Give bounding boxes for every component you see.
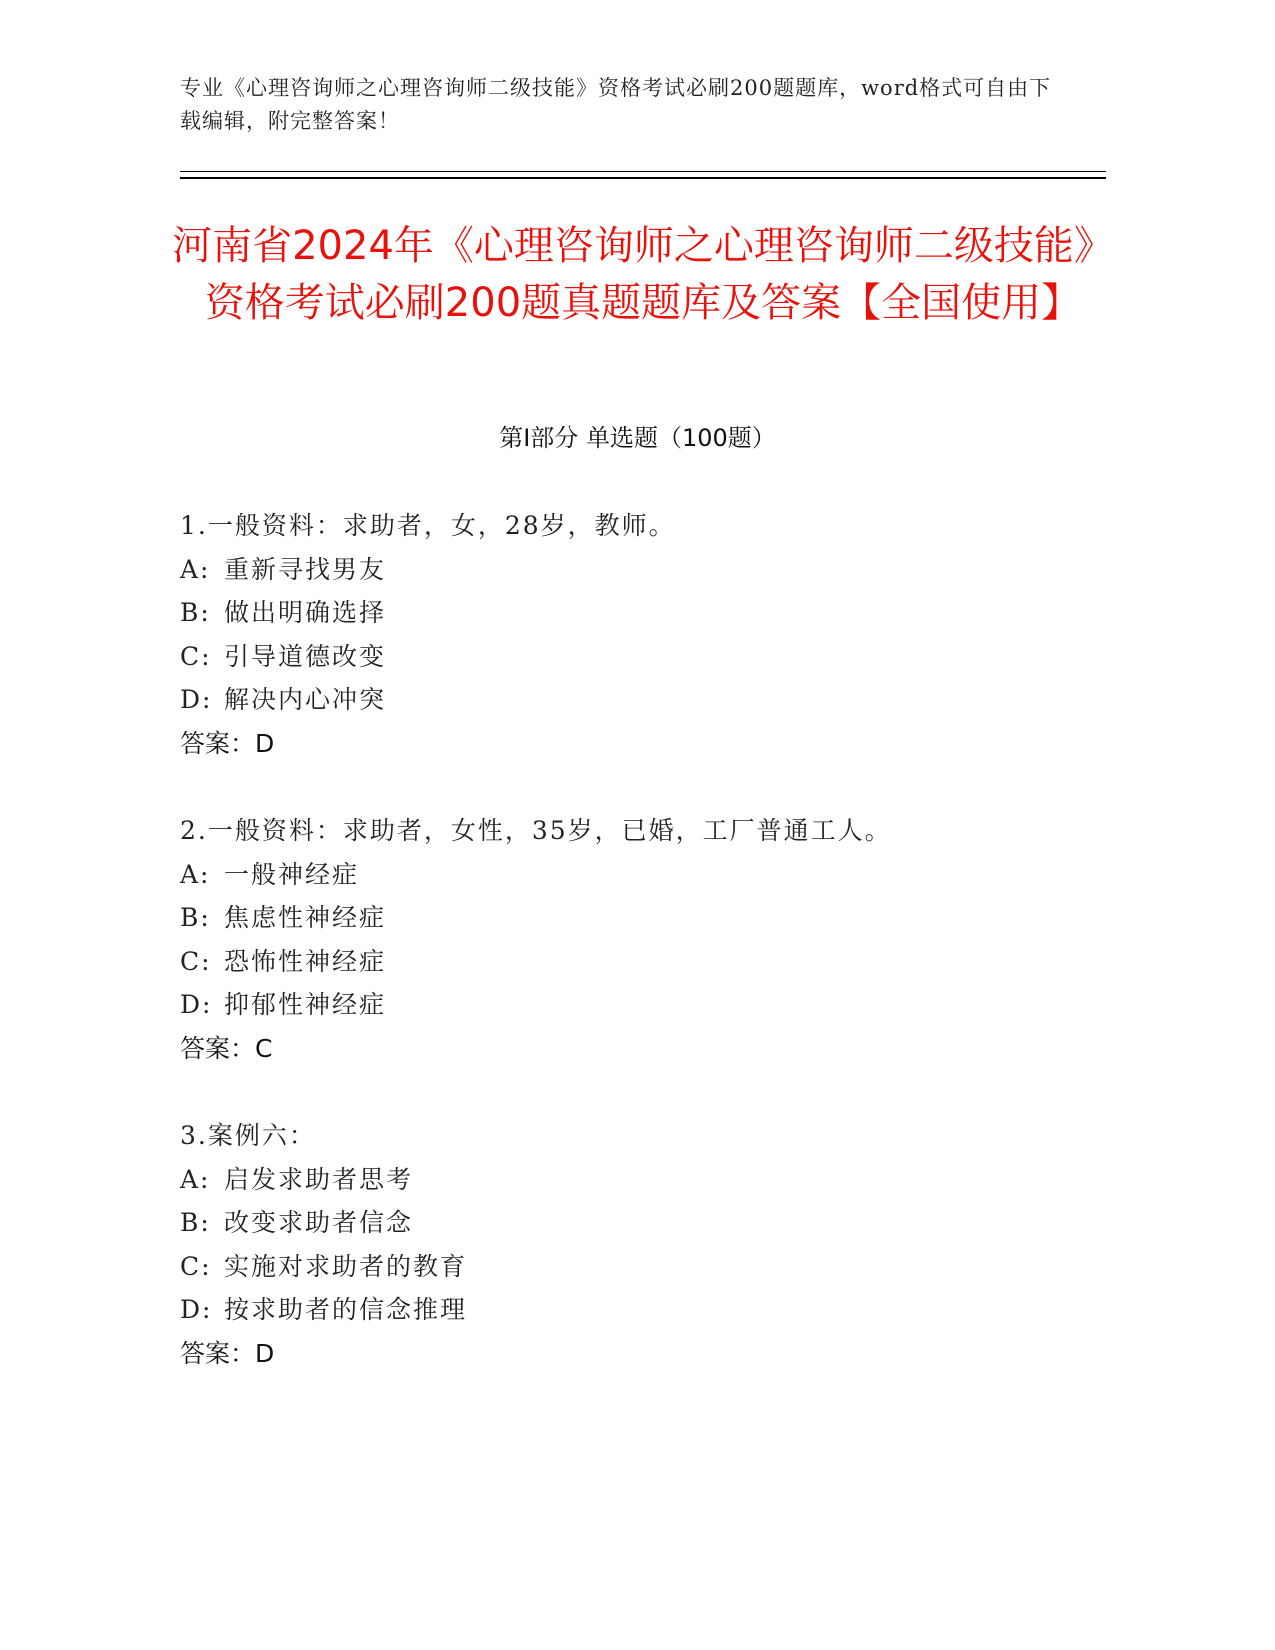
option-c xyxy=(180,940,1080,984)
option-c xyxy=(180,1245,1080,1289)
header-divider-thin xyxy=(180,171,1106,172)
option-text: 焦虑性神经症 xyxy=(224,903,387,932)
option-text: 按求助者的信念推理 xyxy=(224,1295,468,1324)
option-text: 启发求助者思考 xyxy=(224,1164,414,1194)
option-letter: B: xyxy=(180,598,211,627)
answer-line: 答案：C xyxy=(180,1033,273,1063)
option-text: 实施对求助者的教育 xyxy=(224,1251,468,1281)
option-text: 改变求助者信念 xyxy=(224,1208,414,1237)
option-letter: A: xyxy=(180,554,211,584)
option-letter: B: xyxy=(180,1208,211,1237)
option-text: 恐怖性神经症 xyxy=(224,946,387,976)
option-letter: A: xyxy=(180,859,211,889)
question-2 xyxy=(180,809,1080,1070)
option-text: 一般神经症 xyxy=(224,859,360,889)
header-divider-thick xyxy=(180,177,1106,179)
option-letter: B: xyxy=(180,903,211,932)
option-a xyxy=(180,548,1080,592)
question-stem: 3.案例六： xyxy=(180,1121,316,1150)
option-d xyxy=(180,983,1080,1027)
option-letter: D: xyxy=(180,685,213,714)
option-letter: D: xyxy=(180,1295,213,1324)
answer-line: 答案：D xyxy=(180,728,275,758)
option-b xyxy=(180,1201,1080,1245)
answer-line: 答案：D xyxy=(180,1338,275,1368)
option-letter: A: xyxy=(180,1164,211,1194)
question-list xyxy=(180,504,1080,1419)
option-d xyxy=(180,678,1080,722)
option-a xyxy=(180,853,1080,897)
section-heading: 第Ⅰ部分 单选题（100题） xyxy=(499,424,776,452)
option-b xyxy=(180,591,1080,635)
document-title: 河南省2024年《心理咨询师之心理咨询师二级技能》资格考试必刷200题真题题库及答案【全国使用】 xyxy=(172,223,1114,326)
option-c xyxy=(180,635,1080,679)
option-letter: C: xyxy=(180,946,212,976)
option-letter: C: xyxy=(180,641,212,671)
option-letter: C: xyxy=(180,1251,212,1281)
option-letter: D: xyxy=(180,990,213,1019)
question-1 xyxy=(180,504,1080,765)
option-text: 重新寻找男友 xyxy=(224,554,387,584)
option-d xyxy=(180,1288,1080,1332)
question-stem: 1.一般资料：求助者，女，28岁，教师。 xyxy=(180,511,676,540)
option-b xyxy=(180,896,1080,940)
question-3 xyxy=(180,1114,1080,1375)
option-text: 解决内心冲突 xyxy=(224,685,387,714)
option-a xyxy=(180,1158,1080,1202)
option-text: 抑郁性神经症 xyxy=(224,990,387,1019)
header-note: 专业《心理咨询师之心理咨询师二级技能》资格考试必刷200题题库，word格式可自由下载编辑，附完整答案！ xyxy=(180,76,1052,133)
option-text: 做出明确选择 xyxy=(224,598,387,627)
question-stem: 2.一般资料：求助者，女性，35岁，已婚，工厂普通工人。 xyxy=(180,816,892,845)
option-text: 引导道德改变 xyxy=(224,641,387,671)
